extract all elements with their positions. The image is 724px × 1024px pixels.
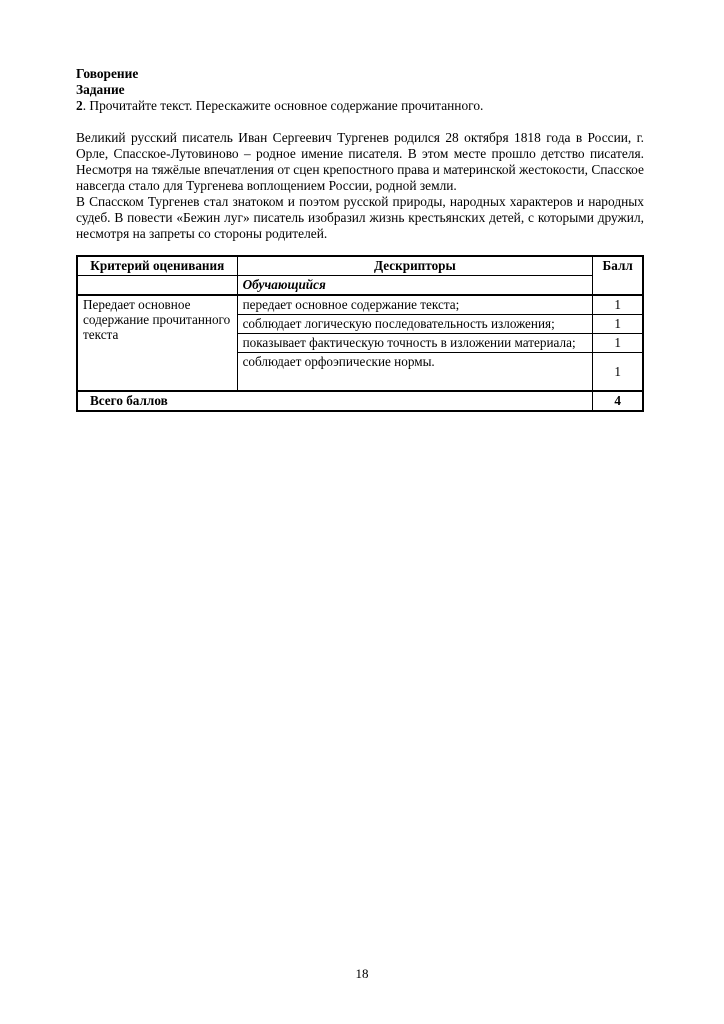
reading-paragraph-1: Великий русский писатель Иван Сергеевич Тургенев родился 28 октября 1818 года в России, г. Орле, Спасское-Лутовиново – родное имение писателя. В этом месте прошло детство писателя. Несмотря на тяжёлые впечатления от сцен крепостного права и материнской жестокости, Спасское навсегда стало для Тургенева воплощением России, родной земли. (76, 130, 644, 193)
descriptor-cell: соблюдает орфоэпические нормы. (237, 353, 593, 392)
reading-paragraph-2: В Спасском Тургенев стал знатоком и поэтом русской природы, народных характеров и народных судеб. В повести «Бежин луг» писатель изобразил жизнь крестьянских детей, с которыми дружил, несмотря на запреты со стороны родителей. (76, 194, 644, 241)
subheader-empty-cell (77, 276, 237, 296)
descriptor-cell: соблюдает логическую последовательность изложения; (237, 315, 593, 334)
score-cell: 1 (593, 295, 643, 315)
score-column-header: Балл (593, 256, 643, 295)
total-row (77, 391, 643, 411)
score-cell: 1 (593, 353, 643, 392)
subsection-heading: Задание (76, 82, 125, 97)
section-heading: Говорение (76, 66, 139, 81)
score-cell: 1 (593, 334, 643, 353)
document-page (76, 66, 644, 412)
learner-subheader: Обучающийся (237, 276, 593, 296)
table-row (77, 295, 643, 315)
rubric-header-row (77, 256, 643, 276)
task-instruction (76, 98, 644, 114)
descriptor-cell: показывает фактическую точность в изложении материала; (237, 334, 593, 353)
assessment-rubric-table (76, 255, 644, 412)
task-number: 2 (76, 98, 83, 113)
rubric-subheader-row (77, 276, 643, 296)
descriptors-column-header: Дескрипторы (237, 256, 593, 276)
descriptor-cell: передает основное содержание текста; (237, 295, 593, 315)
total-score: 4 (593, 391, 643, 411)
total-label: Всего баллов (77, 391, 593, 411)
criterion-cell: Передает основное содержание прочитанного текста (77, 295, 237, 391)
task-text: . Прочитайте текст. Перескажите основное содержание прочитанного. (82, 98, 484, 113)
page-number: 18 (355, 966, 369, 981)
score-cell: 1 (593, 315, 643, 334)
criterion-column-header: Критерий оценивания (77, 256, 237, 276)
